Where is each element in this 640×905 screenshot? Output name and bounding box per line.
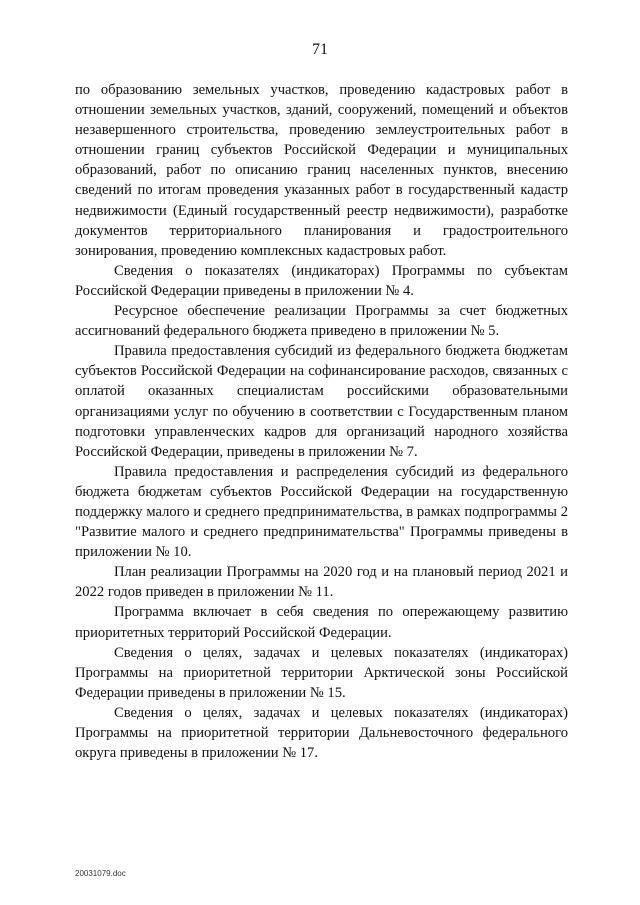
paragraph-indicators: Сведения о показателях (индикаторах) Программы по субъектам Российской Федерации приведены в приложении № 4.: [75, 262, 568, 299]
document-body: [75, 80, 568, 763]
paragraph-far-east: Сведения о целях, задачах и целевых показателях (индикаторах) Программы на приоритетной территории Дальневосточного федерального округа приведены в приложении № 17.: [75, 704, 568, 762]
paragraph-priority-territories: Программа включает в себя сведения по опережающему развитию приоритетных территорий Российской Федерации.: [75, 604, 568, 641]
paragraph-implementation-plan: План реализации Программы на 2020 год и на плановый период 2021 и 2022 годов приведен в приложении № 11.: [75, 564, 568, 601]
paragraph-continuation: по образованию земельных участков, проведению кадастровых работ в отношении земельных участков, зданий, сооружений, помещений и объектов незавершенного строительства, проведению землеустроительных работ в отношении границ субъектов Российской Федерации и муниципальных образований, работ по описанию границ населенных пунктов, внесению сведений по итогам проведения указанных работ в государственный кадастр недвижимости (Единый государственный реестр недвижимости), разработке документов территориального планирования и градостроительного зонирования, проведению комплексных кадастровых работ.: [75, 82, 568, 259]
paragraph-subsidy-rules-business: Правила предоставления и распределения субсидий из федерального бюджета бюджетам субъектов Российской Федерации на государственную поддержку малого и среднего предпринимательства, в рамках подпрограммы 2 "Развитие малого и среднего предпринимательства" Программы приведены в приложении № 10.: [75, 463, 568, 561]
paragraph-arctic-zone: Сведения о целях, задачах и целевых показателях (индикаторах) Программы на приоритетной территории Арктической зоны Российской Федерации приведены в приложении № 15.: [75, 644, 568, 701]
page-number: 71: [312, 41, 328, 58]
document-filename: 20031079.doc: [75, 869, 126, 878]
paragraph-resources: Ресурсное обеспечение реализации Программы за счет бюджетных ассигнований федерального бюджета приведено в приложении № 5.: [75, 303, 568, 340]
paragraph-subsidy-rules-training: Правила предоставления субсидий из федерального бюджета бюджетам субъектов Российской Федерации на софинансирование расходов, связанных с оплатой оказанных специалистам российскими образовательными организациями услуг по обучению в соответствии с Государственным планом подготовки управленческих кадров для организаций народного хозяйства Российской Федерации, приведены в приложении № 7.: [75, 343, 568, 460]
